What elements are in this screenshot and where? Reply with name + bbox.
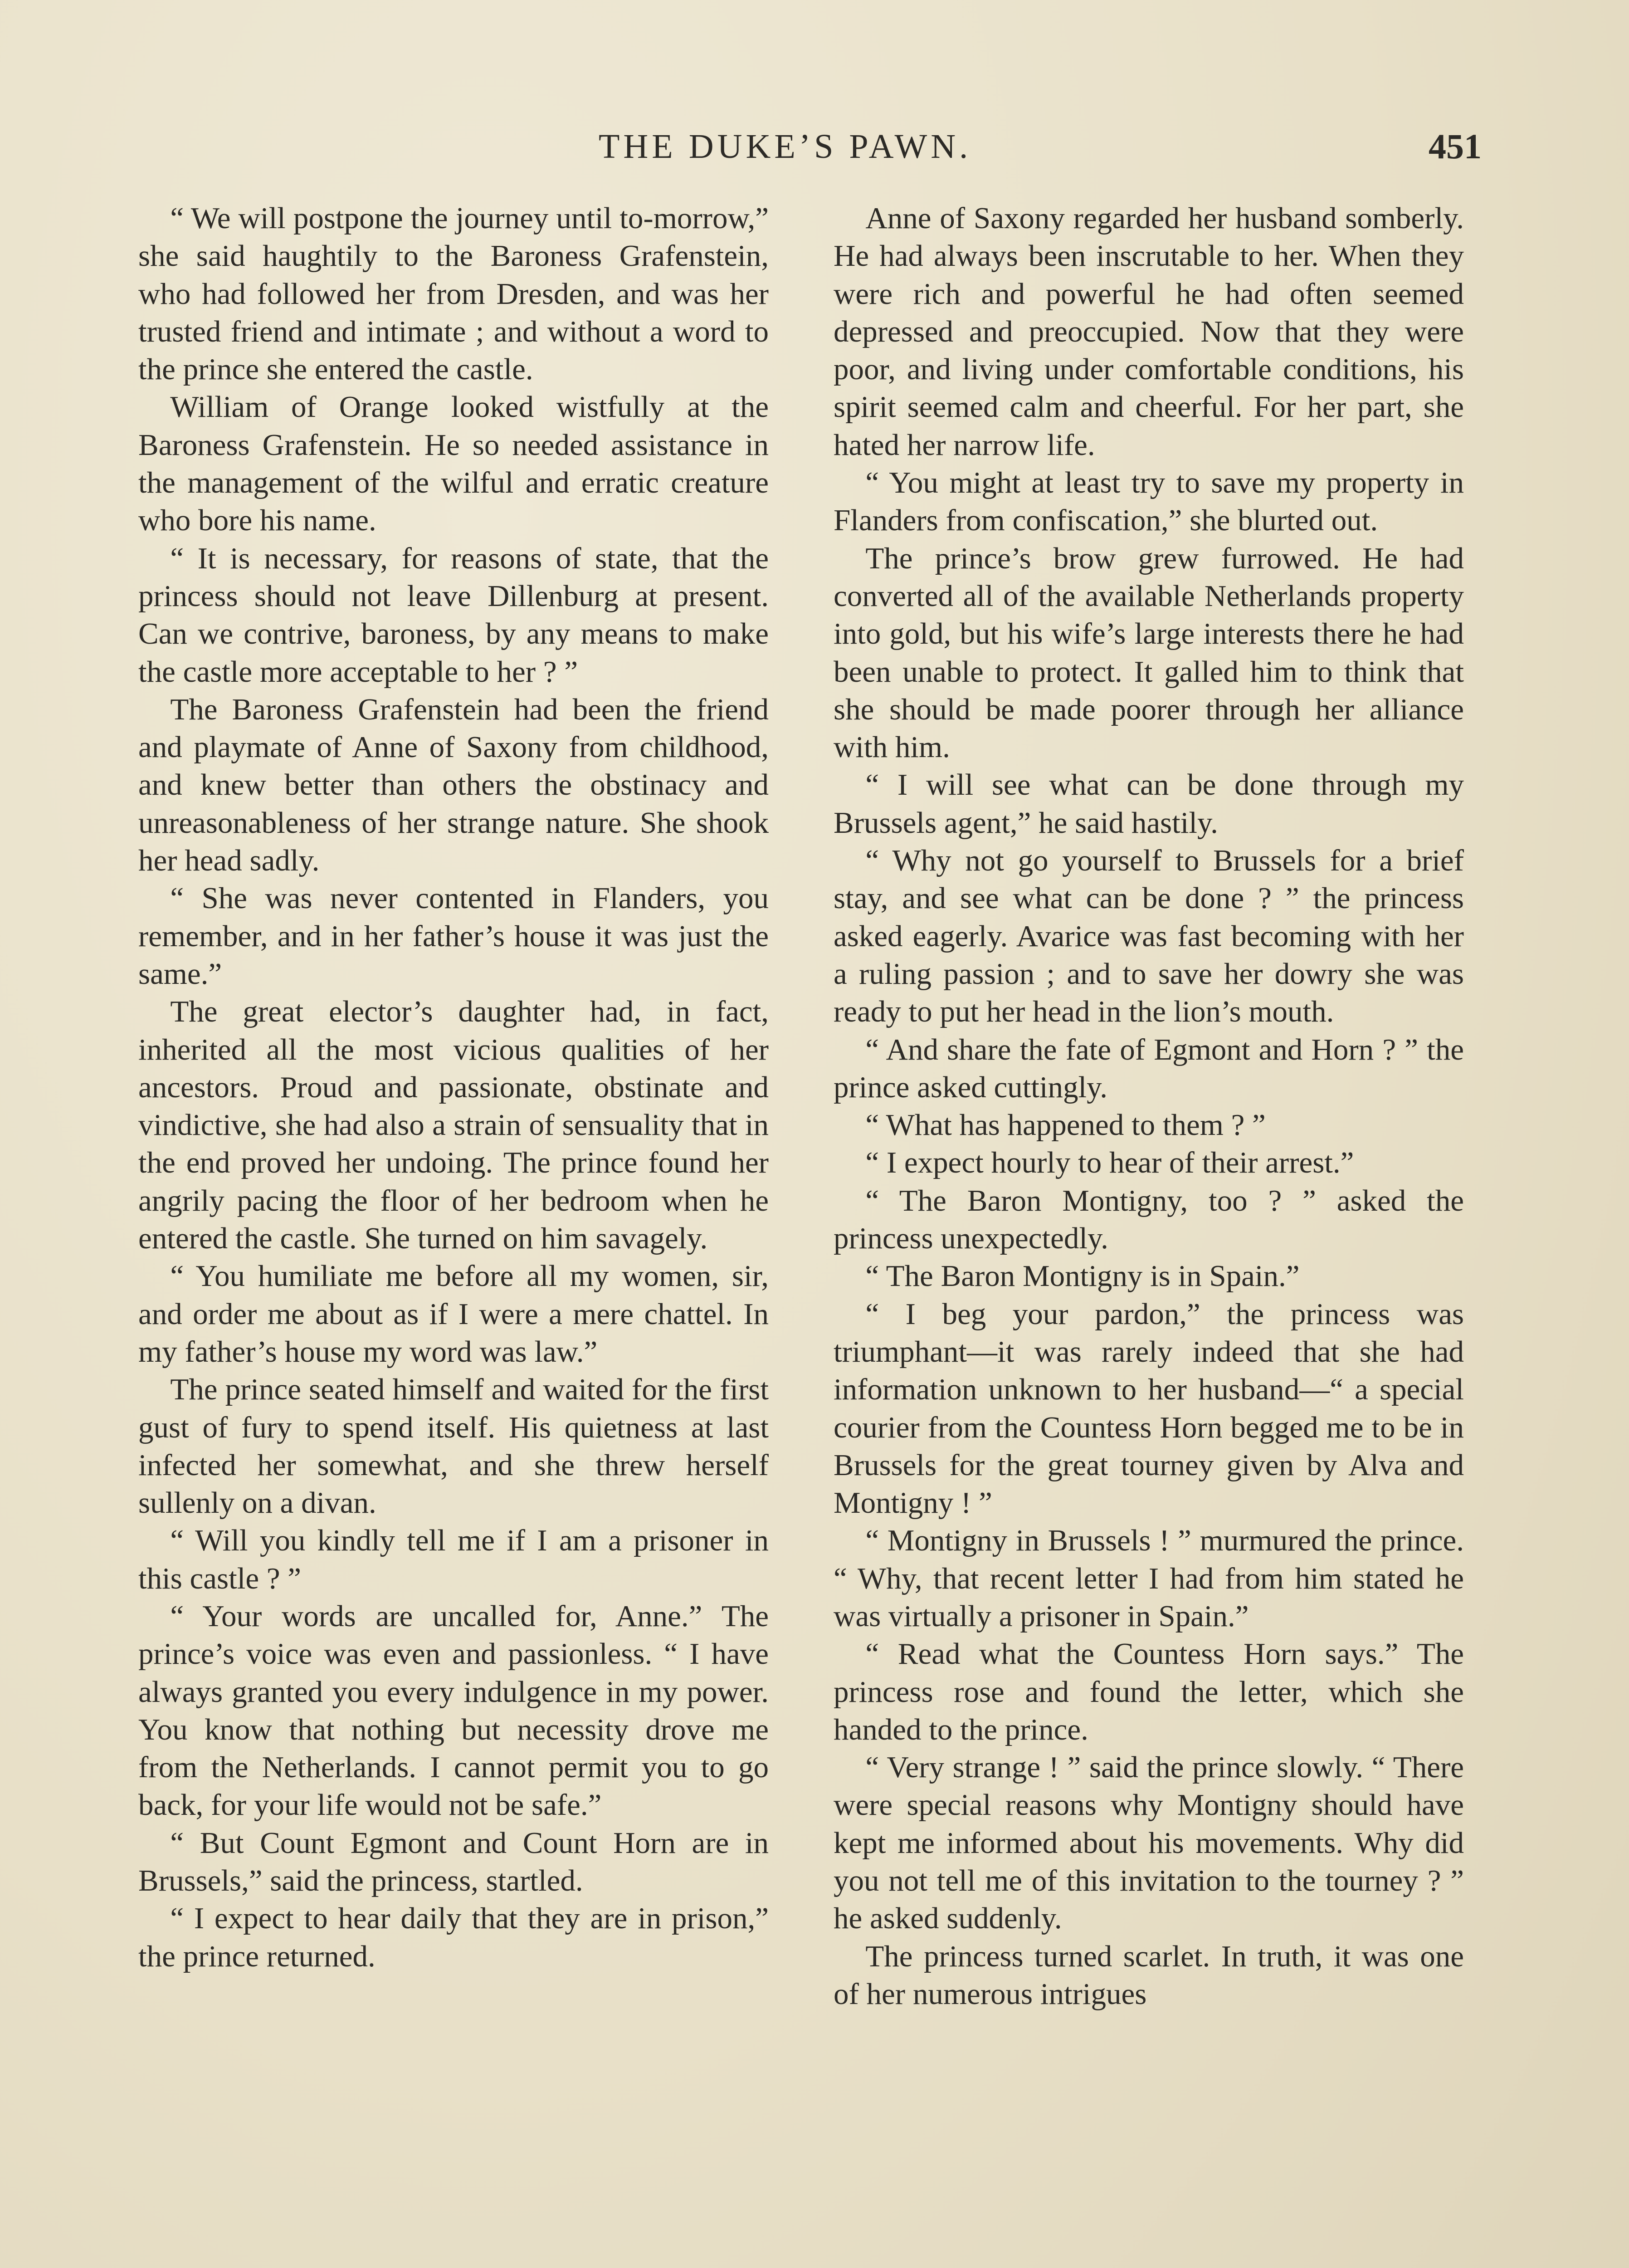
paragraph: “ We will postpone the journey until to-morrow,” she said haughtily to the Baroness Grafenstein, who had followed her from Dresden, and was her trusted friend and intimate ; and without a word to the prince she entered the castle. <box>138 201 769 386</box>
paragraph: “ Read what the Countess Horn says.” The princess rose and found the letter, which she handed to the prince. <box>834 1637 1464 1746</box>
paragraph: The prince’s brow grew furrowed. He had converted all of the available Netherlands property into gold, but his wife’s large interests there he had been unable to protect. It galled him to think that she should be made poorer through her alliance with him. <box>834 541 1464 764</box>
paragraph: “ Montigny in Brussels ! ” murmured the prince. “ Why, that recent letter I had from him stated he was virtually a prisoner in Spain.” <box>834 1524 1464 1633</box>
paragraph: “ Very strange ! ” said the prince slowly. “ There were special reasons why Montigny should have kept me informed about his movements. Why did you not tell me of this invitation to the tourney ? ” he asked suddenly. <box>834 1750 1464 1936</box>
paragraph: William of Orange looked wistfully at the Baroness Grafenstein. He so needed assistance in the management of the wilful and erratic creature who bore his name. <box>138 390 769 538</box>
paragraph: “ It is necessary, for reasons of state, that the princess should not leave Dillenburg at present. Can we contrive, baroness, by any means to make the castle more acceptable to her ? ” <box>138 541 769 689</box>
paragraph: “ You humiliate me before all my women, sir, and order me about as if I were a mere chattel. In my father’s house my word was law.” <box>138 1259 769 1369</box>
paragraph: The prince seated himself and waited for the first gust of fury to spend itself. His quietness at last infected her somewhat, and she threw herself sullenly on a divan. <box>138 1373 769 1520</box>
page-header <box>599 122 1506 171</box>
paragraph: Anne of Saxony regarded her husband somberly. He had always been inscrutable to her. When they were rich and powerful he had often seemed depressed and preoccupied. Now that they were poor, and living under comfortable conditions, his spirit seemed calm and cheerful. For her part, she hated her narrow life. <box>834 201 1464 462</box>
paragraph: “ Will you kindly tell me if I am a prisoner in this castle ? ” <box>138 1524 769 1595</box>
paragraph: “ Why not go yourself to Brussels for a brief stay, and see what can be done ? ” the princess asked eagerly. Avarice was fast becoming with her a ruling passion ; and to save her dowry she was ready to put her head in the lion’s mouth. <box>834 844 1464 1029</box>
paragraph: “ I will see what can be done through my Brussels agent,” he said hastily. <box>834 768 1464 840</box>
left-column <box>138 200 769 1975</box>
paragraph: “ She was never contented in Flanders, you remember, and in her father’s house it was just the same.” <box>138 881 769 991</box>
paragraph: The Baroness Grafenstein had been the friend and playmate of Anne of Saxony from childhood, and knew better than others the obstinacy and unreasonableness of her strange nature. She shook her head sadly. <box>138 692 769 878</box>
paragraph: “ And share the fate of Egmont and Horn ? ” the prince asked cuttingly. <box>834 1032 1464 1104</box>
paragraph: “ You might at least try to save my property in Flanders from confiscation,” she blurted out. <box>834 466 1464 538</box>
paragraph: The great elector’s daughter had, in fact, inherited all the most vicious qualities of her ancestors. Proud and passionate, obstinate and vindictive, she had also a strain of sensuality that in the end proved her undoing. The prince found her angrily pacing the floor of her bedroom when he entered the castle. She turned on him savagely. <box>138 995 769 1256</box>
right-column <box>834 200 1464 2013</box>
paragraph: “ I expect hourly to hear of their arrest.” <box>865 1146 1354 1180</box>
paragraph: “ What has happened to them ? ” <box>865 1108 1266 1142</box>
paragraph: “ I beg your pardon,” the princess was triumphant—it was rarely indeed that she had information unknown to her husband—“ a special courier from the Countess Horn begged me to be in Brussels for the great tourney given by Alva and Montigny ! ” <box>834 1297 1464 1520</box>
paragraph: “ The Baron Montigny is in Spain.” <box>865 1259 1300 1293</box>
paragraph: “ But Count Egmont and Count Horn are in Brussels,” said the princess, startled. <box>138 1826 769 1898</box>
page-number: 451 <box>1429 127 1482 166</box>
paragraph: “ The Baron Montigny, too ? ” asked the princess unexpectedly. <box>834 1183 1464 1256</box>
paragraph: “ I expect to hear daily that they are in prison,” the prince returned. <box>138 1901 769 1973</box>
running-title: THE DUKE’S PAWN. <box>599 127 972 166</box>
paragraph: “ Your words are uncalled for, Anne.” The prince’s voice was even and passionless. “ I have always granted you every indulgence in my power. You know that nothing but necessity drove me from the Netherlands. I cannot permit you to go back, for your life would not be safe.” <box>138 1599 769 1822</box>
paragraph: The princess turned scarlet. In truth, it was one of her numerous intrigues <box>834 1939 1464 2011</box>
